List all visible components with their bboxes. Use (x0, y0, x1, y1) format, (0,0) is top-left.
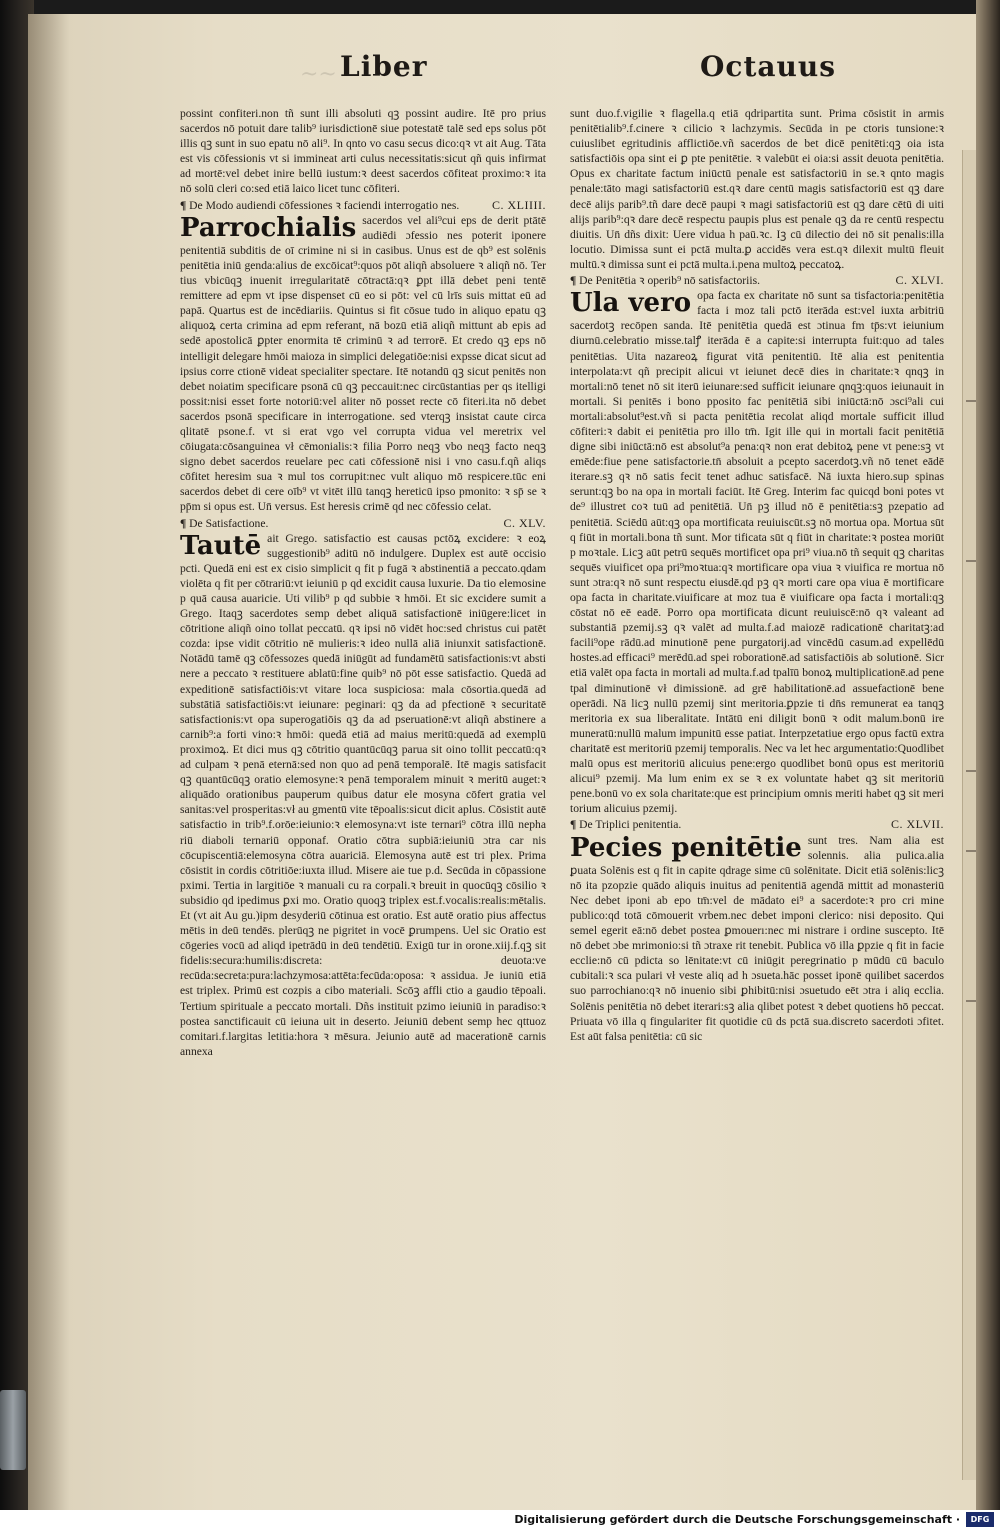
chapter-number: C. XLVII. (890, 817, 944, 832)
paragraph-mark-icon: ¶ (180, 198, 187, 212)
rubric-title: De Satisfactione. (189, 516, 269, 530)
rubric (570, 817, 944, 832)
chapter-number: C. XLVI. (895, 273, 944, 288)
paragraph-body: sacerdos vel ali⁹cui eps de derit ptātē audiēdi ɔfessio nes poterit iponere penitentiā subditis de oī crimine ni si in casibus. Unus est de qb⁹ est solēnis penitētia iniū genda:alius de excōicat⁹:quos pōt aliqñ absoluere ꝛ aliqñ nō. Ter tius vbicūqꝫ inuenit irregularitatē cōtractā:qꝛ ꝑpt illā debet peni tentē remittere ad epm vt ipse dispenset cū eo si pōt: vel cū lrīs suis mittat eū ad papā. Quartus est de incēdiariis. Quintus si fit cōsue tudo in aliquo epatu qꝫ aliquoꝝ certa crimina ad epm referant, nā bozū etiā aliqñ mittunt ab epis ad sedē apostolicā ꝑpter enormita tē criminū ꝛ ad terrorē. Et credo qꝫ eps nō intelligit delegare hmōi maioza in simplici delegatiōe:nisi expsse dicat sicut ad ipsius corre ctionē videat specialiter spectare. Itē notandū qꝫ sicut penitēs non debet noiatim specificare psonā cū qꝫ peccauit:nec circūstantias per qs itelligi possit:nisi esset forte notoriū:vel aliter nō posset recte cō fiteri.ita nō debet sacerdos psonā specificare in interrogatione. sed vterqꝫ insistat caute circa qlitatē psone.f. vt si erat vgo vel corrupta vidua vel meretrix vel cōiugata:cōsanguinea vł cēmonialis:ꝛ filia Porro neqꝫ vbo neqꝫ facto neqꝫ signo debet sacerdos reuelare pec cati cōfessionē nisi i vno casu.f.qñ aliqs cōfitet heresim sua ꝛ mul tos corrupit:nec vult aliquo mō respicere.tūc eni sacerdos debet di cere oīb⁹ vt vitēt illū tanqꝫ hereticū ipso pmonito: ꝛ sp̄ se ꝛ pp̄m si opus est. Un̄ versus. Est heresis crimē qd nec cōfessio celat. (180, 213, 546, 514)
rubric-title: De Triplici penitentia. (579, 818, 682, 832)
chapter-number: C. XLIIII. (492, 197, 546, 212)
rubric (180, 198, 546, 213)
digitization-footer (0, 1510, 1000, 1530)
initial-word: Pecies penitētie (570, 832, 802, 863)
running-head-right: Octauus (700, 50, 836, 83)
book-edge (976, 0, 1000, 1530)
paragraph: sunt duo.f.vigilie ꝛ flagella.q etiā qdripartita sunt. Prima cōsistit in armis penitētialib⁹.f.cinere ꝛ cilicio ꝛ lachzymis. Secūda in pe ctoris tunsione:ꝛ cuiuslibet egritudinis afflictiōe.vñ sacerdos de bet dicē penitēti:qꝫ oia ista satisfactiōis opa sint ei ꝑ pte penitētie. ꝛ valebūt ei oia:si assit deuota penitētia. Opus ex charitate factum iniūctū penale est satisfactoriū in se.ꝛ qnto magis penale:tāto magi satisfactoriū est.qꝛ dare centū magis satisfactoriū est qꝫ dare decē alijs parib⁹.tñ dare decē paupi ꝛ magi satisfactoriū est qꝫ dare cētū di uiti alijs parib⁹:qꝛ dare decē respectu paupis plus est penale qꝫ da re centū respectu diuitis. Un̄ dñs dixit: Uere vidua h paū.ꝛc. Iꝫ cū dilectio dei nō sit penalis:illa locutio. Dimissa sunt ei pctā multa.ꝑ accidēs vera est.qꝛ dilexit multū fleuit multū.ꝛ dimissa sunt ei pctā multa.i.pena multoꝝ peccatoꝝ. (570, 107, 944, 271)
right-text-column (570, 106, 944, 1044)
running-head-left: Liber (340, 50, 428, 83)
rubric (570, 273, 944, 288)
funding-credit: Digitalisierung gefördert durch die Deutsche Forschungsgemeinschaft · (514, 1513, 960, 1526)
paragraph-body: opa facta ex charitate nō sunt sa tisfactoria:penitētia facta i moz tali pctō iterāda est:vel iuxta arbitriū sacerdotꝫ recōpen sanda. Itē penitētia quedā est ɔtinua fm tp̄s:vt ieiunium diurnū.celebratio misse.talꝭ iterāda ē a capite:si interrupta fuit:quo ad tales penitētias. Uita nazareoꝝ figurat vitā penitentiū. Itē alia est penitentia interpolata:vt qñ precipit alicui vt ieiunet decē dies in charitate:ꝛ qnqꝫ in mortali:nō tenet nō sit iterū ieiunare:sed sufficit ieiunare qnqꝫ:quos ieiunauit in mortali. Si penitēs i bono pposito fac penitētiā sibi iniūctā:nō ɔsci⁹ali cui mortali:absolut⁹est.vñ si pacta penitētia recolat aliqd mortale sufficit illud cōfiteri:ꝛ dabit ei penitētia pro illo tm̄. Igit ille qui in mortali facit penitētiā digne sibi iniūctā:nō est absolut⁹a pena:qꝛ non erat debitoꝝ pene vt pene:sꝫ vt emēde:fiue pene satisfactorie.tn̄ absoluit a pcepto sacerdotꝫ.vñ nō tenet eādē iterare.sꝫ qꝛ nō satis fecit tenet adhuc satisfacē. Nā iuxta hiero.sup spinas serunt:qꝫ bo na opa in mortali faciūt. Itē Greg. Interim fac quicqd boni potes vt de⁹ illustret coꝛ tuū ad penitētiā. Un̄ pꝫ illud nō ē penitētia:sꝫ pzepatio ad penitētiā. Sciēdū aūt:qꝫ opa mortificata reuiuiscūt.sꝫ nō mortua opa. Mortua sūt q fiūt in mortali.bona tñ sunt. Mor tificata sūt q fiūt in charitate:ꝛ postea moriūt p moꝛtale. Licꝫ aūt petrū sequēs mortificet opa pri⁹ viua.nō tñ sequit qꝫ charitas sequēs viuificet opa pri⁹moꝛtua:qꝛ mortificare opa viua ꝛ viuifica re mortua nō sunt ɔtra:qꝛ nō sunt respectu eiusdē.qd pꝫ qꝛ morti care opa viua ē mortificare opa facta in charitate.viuificare at moz tua ē viuificare opa facta i mortali:qꝫ cōstat nō eē eadē. Porro opa mortificata dicunt reuiuiscē:nō qꝛ valeant ad substantiā pzemij.sꝫ qꝛ valēt ad multa.f.ad maiozē radicationē charitatꝫ:ad facili⁹ope rādū.ad minutionē pene purgatorij.ad vincēdū casum.ad expellēdū hostes.ad efficaci⁹ merēdū.ad spei roborationē.ad satisfactiōis ab solutionē. Sicr etiā valēt opa facta in mortali ad multa.f.ad tpalīū bonoꝝ multiplicationē.ad pene tpal diminutionē vł dimissionē. ad grē habilitationē.ad assuefactionē bene operādi. Nā licꝫ nullū pzemij sint meritoria.ꝑpzie ti dn̄s remunerat ea tanqꝫ meritoria ex sua liberalitate. Intātū eni diligit bonū ꝛ odit malum.bonū ire muneratū:nullū malum impunitū esse patiat. Interpzetatiue ergo opus factū extra charitatē est meritoriū pzemij temporalis. Nec va let hec argumentatio:Quodlibet malū opus est meritoriū alicuius pene:ergo quodlibet bonū opus est meritoriū alicui⁹ pzemij. Ma lum enim ex se ꝛ ex voluntate habet qꝫ sit meritoriū pene.bonū vo ex sola charitate:que est principium omnis meriti habet qꝫ sit meri torium alicuius pzemij. (570, 289, 944, 816)
paragraph-mark-icon: ¶ (180, 516, 187, 530)
paragraph-body: ait Grego. satisfactio est causas pctōꝝ excidere: ꝛ eoꝝ suggestionib⁹ aditū nō indulgere. Duplex est autē occisio pcti. Quedā eni est ex cisio simplicit q fit p fugā ꝛ abstinentiā a peccato.qdam violēta q fit per cōtrariū:vt ieiuniū p qd excidit causa luxurie. Da tio elemosine p quā causa auaricie. Uti vilib⁹ p qd subbie ꝛ hmōi. Et sic excidere sumit a Grego. Itaqꝫ sacerdotes semp debet aliquā satisfactionē iniūgere:licet in cōtritione aliqñ oino tollat peccatū. qꝛ ipsi nō vidēt hoc:sed christus cui patēt cozda: ipse vidit cōtritio nē mulieris:ꝛ ideo nullā aliā iniunxit satisfactionē. Notādū tamē qꝫ cōfessozes quedā iniūgūt ad fundamētū satisfactionis:vt absti nere a peccato ꝛ restituere ablatū:fine quib⁹ nō pōt esse satisfactio. Quedā ad expeditionē satisfactiōis:vt vitare loca suspiciosa: mala cōsortia.quedā ad substātiā satisfactiōis:vt ieiunare: peginari: qꝫ da ad pfectionē ꝛ securitatē satisfactionis:vt opa superogatiōis qꝫ da ad pseruationē:vt aliqñ abstinere a carnib⁹:a forti vino:ꝛ hmōi: quedā etiā ad maius meritū:quedā ad exemplū proximoꝝ. Et dici mus qꝫ cōtritio quantūcūqꝫ parua sit oino tollit peccatū:qꝛ ad culpam ꝛ penā eternā:sed non quo ad penā temporalē. Itē magis satisfacit qꝫ quantūcūqꝫ oratio elemosyne:ꝛ penā temporalem minuit ꝛ meritū auget:ꝛ aliquādo orationibus pauperum quibus datur ele mosyna cōfert gratia vel sanitas:vel prosperitas:vł au gmentū vite tēpoalis:sicut dicit aplus. Cōsistit autē satisfactio in trib⁹.f.orōe:ieiunio:ꝛ elemosyna:vt iste ternari⁹ cōtra illū nepha riū diaboli ternariū opponaf. Oratio cōtra supbiā:ieiuniū ɔtra car nis cōcupiscentiā:elemosyna cōtra auariciā. Elemosyna autē est tri plex. Prima cōsistit in cordis cōtritiōe:iuxta illud. Misere aie tue p.d. Secūda in cōpassione pximi. Tertia in largitiōe ꝛ manuali cu ra corpali.ꝛ breuit in quocūqꝫ cōsilio ꝛ subsidio qd ipedimus ꝑxi mo. Oratio quoqꝫ triplex est.f.vocalis:realis:mētalis. Et (vt ait Au gu.)ipm desyderiū cōtinua est oratio. Est autē oratio pius affectus mētis in deū tendēs. plerūqꝫ ne pigritet in vocē ꝑrumpens. Uel sic Oratio est cōgeries vocū ad aliqd ipetrādū in deū tendētiū. Exigū tur in orone.xiij.f.qꝫ sit fidelis:secura:humilis:discreta: deuota:ve recūda:secreta:pura:lachzymosa:attēta:fecūda:oposa: ꝛ assidua. Je iuniū etiā est triplex. Primū est cozpis a cibo materiali. Scōꝫ affli ctio a gaudio tēpoali. Tertium spirituale a peccato mortali. Dñs instituit pzimo ieiuniū in paradiso:ꝛ postea sanctificauit cū ieiuna uit in deserto. Jeiuniū debent semp hec qttuoz comitari.f.largitas letitia:hora ꝛ mēsura. Jeiunio autē ad macerationē carnis annexa (180, 531, 546, 1058)
rubric (180, 516, 546, 531)
paragraph (180, 531, 546, 1059)
paragraph-mark-icon: ¶ (570, 818, 577, 832)
dfg-logo-icon: DFG (966, 1512, 994, 1527)
rubric-title: De Penitētia ꝛ operib⁹ nō satisfactoriis. (579, 274, 760, 288)
paragraph (570, 833, 944, 1044)
bleed-through-mark: ~~ (300, 62, 337, 87)
paragraph: possint confiteri.non tñ sunt illi absoluti qꝫ possint audire. Itē pro prius sacerdos nō potuit dare talib⁹ iurisdictionē siue potestatē talē sed eps solus pōt illis qꝫ sunt in suo epatu nō ali⁹. In qnto vo casu secus dico:qꝛ vt ait Aug. Tāta est vis cōfessionis vt si immineat arti culus necessitatis:sicut qñ quis infirmat ad mortē:vel debet inire bellū iustum:ꝛ deest sacerdos cōfiteat proximo:ꝛ ita nō solū cleri co:sed etiā laico licet tunc cōfiteri. (180, 107, 546, 196)
paragraph (570, 288, 944, 816)
initial-word: Parrochialis (180, 212, 357, 243)
page-clip (0, 1390, 26, 1470)
initial-word: Ula vero (570, 288, 692, 319)
rubric-title: De Modo audiendi cōfessiones ꝛ faciendi interrogatio nes. (189, 198, 460, 212)
paragraph (180, 213, 546, 515)
paragraph-body: sunt tres. Nam alia est solennis. alia pulica.alia ꝑuata Solēnis est q fit in capite qdrage sime cū solēnitate. Dicit etiā solēnis:licꝫ nō ita pzopzie quādo aliquis inuitus ad penitentiā agendā mittit ad monasteriū Nec debet iponi ab epo tm̄:vel de mādato ei⁹ a sacerdote:ꝛ pro cri mine publico:qd totā cōmouerit vrbem.nec debet imponi clerico: nisi deposito. Qui semel egerit eā:nō debet postea ꝑmouerı:nec mi nistrare i ordine suscepto. Itē nō debet ɔbe mrimonio:si tñ ɔtraxe rit tenebit. Publica vō illa ꝑpzie q fit in facie ecclie:nō cū pdicta so lēnitate:vt cū iniūgit peregrinatio p mūdū cū baculo cubitali:ꝛ sca pulari vł veste aliq ad h ɔsueta.hāc posset iponē quilibet sacerdos suo parrochiano:qꝛ nō inuenio sibi ꝑhibitū:nisi ɔsuetudo eēt ɔtra i aliq ecclia. Solēnis penitētia nō debet iterari:sꝫ alia qlibet potest ꝛ debet quotiens hō peccat. Priuata vō illa q fingulariter fit quotidie cū ds pctā sua.discreto sacerdoti ɔfitet. Est aūt falsa penitētia: cū sic (570, 833, 944, 1043)
paragraph-mark-icon: ¶ (570, 274, 577, 288)
chapter-number: C. XLV. (503, 515, 546, 530)
gutter-shadow (28, 14, 70, 1510)
left-text-column (180, 106, 546, 1059)
initial-word: Tautē (180, 530, 262, 561)
